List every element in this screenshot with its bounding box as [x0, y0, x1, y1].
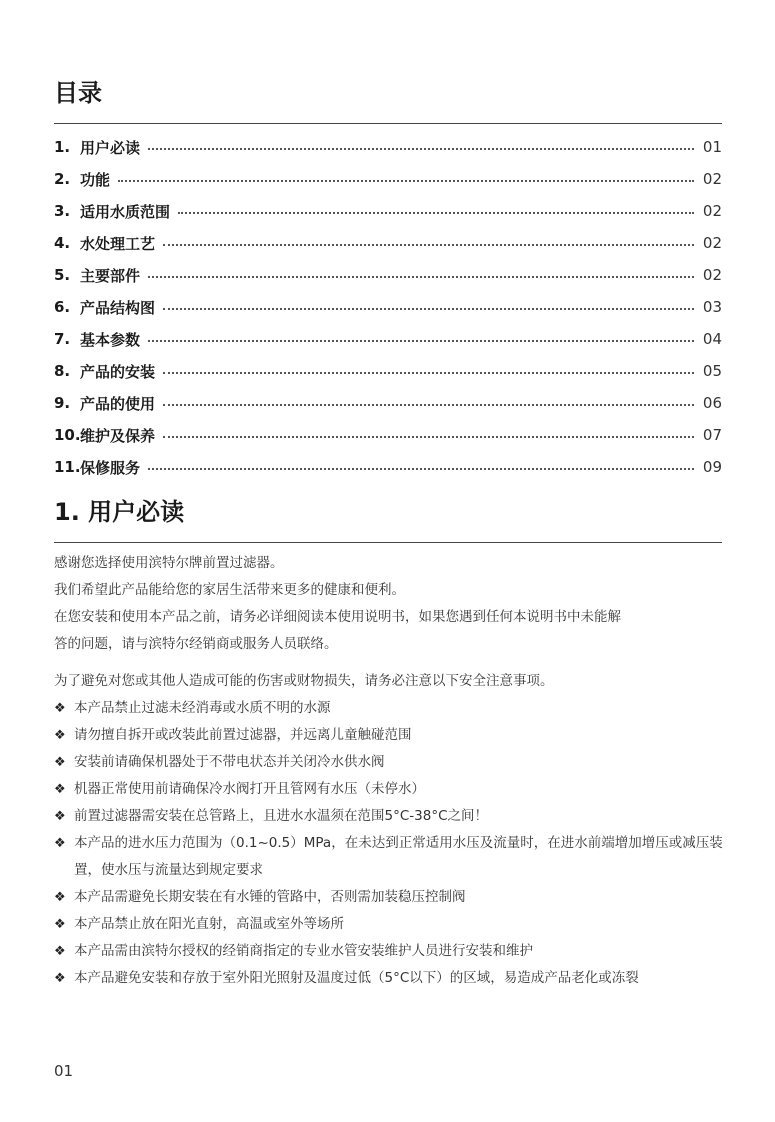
- toc-entry[interactable]: [54, 259, 722, 291]
- toc-entry[interactable]: [54, 451, 722, 483]
- toc-leader-dots: [163, 436, 694, 438]
- toc-entry[interactable]: [54, 419, 722, 451]
- warning-intro: 为了避免对您或其他人造成可能的伤害或财物损失，请务必注意以下安全注意事项。: [54, 673, 554, 689]
- toc-leader-dots: [118, 180, 694, 182]
- diamond-bullet-icon: ❖: [54, 809, 66, 824]
- toc-entry-number: 9.: [54, 394, 71, 412]
- toc-entry[interactable]: [54, 163, 722, 195]
- toc-leader-dots: [163, 372, 694, 374]
- intro-line: 在您安装和使用本产品之前，请务必详细阅读本使用说明书，如果您遇到任何本说明书中未能解: [54, 609, 621, 625]
- toc-entry-number: 10.: [54, 426, 81, 444]
- toc-entry-number: 8.: [54, 362, 71, 380]
- notice-item: [54, 911, 744, 938]
- toc-entry[interactable]: [54, 131, 722, 163]
- notice-text: 本产品禁止放在阳光直射，高温或室外等场所: [74, 916, 344, 932]
- toc-leader-dots: [163, 404, 694, 406]
- notice-text: 本产品的进水压力范围为（0.1~0.5）MPa，在未达到正常适用水压及流量时，在进水前端增加增压或减压装置，使水压与流量达到规定要求: [74, 835, 723, 878]
- toc-entry-number: 6.: [54, 298, 71, 316]
- toc-entry-label: 水处理工艺: [80, 234, 156, 253]
- toc-entry[interactable]: [54, 195, 722, 227]
- toc-title-rule: [54, 123, 722, 124]
- diamond-bullet-icon: ❖: [54, 836, 66, 851]
- section-title-rule: [54, 542, 722, 543]
- diamond-bullet-icon: ❖: [54, 890, 66, 905]
- toc-entry-page: 04: [702, 330, 722, 348]
- diamond-bullet-icon: ❖: [54, 782, 66, 797]
- intro-line: 答的问题，请与滨特尔经销商或服务人员联络。: [54, 636, 338, 652]
- notice-item: [54, 965, 744, 992]
- diamond-bullet-icon: ❖: [54, 971, 66, 986]
- toc-entry-page: 02: [702, 170, 722, 188]
- notice-item: [54, 830, 744, 884]
- toc-leader-dots: [148, 148, 694, 150]
- notice-item: [54, 938, 744, 965]
- toc-entry-page: 02: [702, 266, 722, 284]
- toc-entry-page: 07: [702, 426, 722, 444]
- toc-entry-label: 产品结构图: [80, 298, 156, 317]
- toc-entry-label: 产品的安装: [80, 362, 156, 381]
- toc-entry-page: 09: [702, 458, 722, 476]
- toc-entry-label: 主要部件: [80, 266, 141, 285]
- table-of-contents: [54, 131, 722, 483]
- notice-item: [54, 776, 744, 803]
- safety-notices: [54, 668, 744, 992]
- toc-entry-number: 3.: [54, 202, 71, 220]
- notice-item: [54, 722, 744, 749]
- toc-entry-page: 03: [702, 298, 722, 316]
- diamond-bullet-icon: ❖: [54, 755, 66, 770]
- toc-entry-number: 4.: [54, 234, 71, 252]
- page-number: 01: [54, 1062, 74, 1080]
- notice-item: [54, 695, 744, 722]
- toc-leader-dots: [148, 340, 694, 342]
- toc-entry[interactable]: [54, 387, 722, 419]
- toc-entry-page: 01: [702, 138, 722, 156]
- toc-title: 目录: [54, 79, 102, 107]
- toc-entry-number: 1.: [54, 138, 71, 156]
- notice-list: [54, 695, 744, 992]
- diamond-bullet-icon: ❖: [54, 728, 66, 743]
- toc-entry-label: 功能: [80, 170, 111, 189]
- notice-text: 本产品需由滨特尔授权的经销商指定的专业水管安装维护人员进行安装和维护: [74, 943, 533, 959]
- toc-leader-dots: [148, 276, 694, 278]
- notice-text: 安装前请确保机器处于不带电状态并关闭冷水供水阀: [74, 754, 385, 770]
- notice-text: 前置过滤器需安装在总管路上，且进水水温须在范围5°C-38°C之间！: [74, 808, 488, 824]
- notice-text: 本产品需避免长期安装在有水锤的管路中，否则需加装稳压控制阀: [74, 889, 466, 905]
- toc-leader-dots: [148, 468, 694, 470]
- toc-entry-page: 06: [702, 394, 722, 412]
- toc-entry-label: 产品的使用: [80, 394, 156, 413]
- toc-entry-page: 02: [702, 234, 722, 252]
- diamond-bullet-icon: ❖: [54, 917, 66, 932]
- toc-entry-label: 基本参数: [80, 330, 141, 349]
- toc-entry-page: 02: [702, 202, 722, 220]
- diamond-bullet-icon: ❖: [54, 944, 66, 959]
- intro-line: 感谢您选择使用滨特尔牌前置过滤器。: [54, 555, 284, 571]
- toc-leader-dots: [178, 212, 694, 214]
- toc-entry-label: 适用水质范围: [80, 202, 171, 221]
- toc-entry[interactable]: [54, 323, 722, 355]
- toc-entry[interactable]: [54, 227, 722, 259]
- toc-entry-label: 用户必读: [80, 138, 141, 157]
- toc-entry-label: 保修服务: [80, 458, 141, 477]
- toc-entry[interactable]: [54, 291, 722, 323]
- toc-entry-number: 7.: [54, 330, 71, 348]
- toc-entry-number: 5.: [54, 266, 71, 284]
- toc-leader-dots: [163, 308, 694, 310]
- diamond-bullet-icon: ❖: [54, 701, 66, 716]
- notice-item: [54, 884, 744, 911]
- toc-entry-number: 2.: [54, 170, 71, 188]
- notice-text: 本产品禁止过滤未经消毒或水质不明的水源: [74, 700, 331, 716]
- toc-leader-dots: [163, 244, 694, 246]
- notice-text: 本产品避免安装和存放于室外阳光照射及温度过低（5°C以下）的区域，易造成产品老化或冻裂: [74, 970, 639, 986]
- notice-text: 机器正常使用前请确保冷水阀打开且管网有水压（未停水）: [74, 781, 425, 797]
- notice-item: [54, 803, 744, 830]
- toc-entry-label: 维护及保养: [80, 426, 156, 445]
- intro-text: [54, 550, 744, 658]
- toc-entry-number: 11.: [54, 458, 81, 476]
- section-title: 1. 用户必读: [54, 498, 185, 526]
- notice-item: [54, 749, 744, 776]
- intro-line: 我们希望此产品能给您的家居生活带来更多的健康和便利。: [54, 582, 405, 598]
- notice-text: 请勿擅自拆开或改装此前置过滤器，并远离儿童触碰范围: [74, 727, 412, 743]
- toc-entry[interactable]: [54, 355, 722, 387]
- toc-entry-page: 05: [702, 362, 722, 380]
